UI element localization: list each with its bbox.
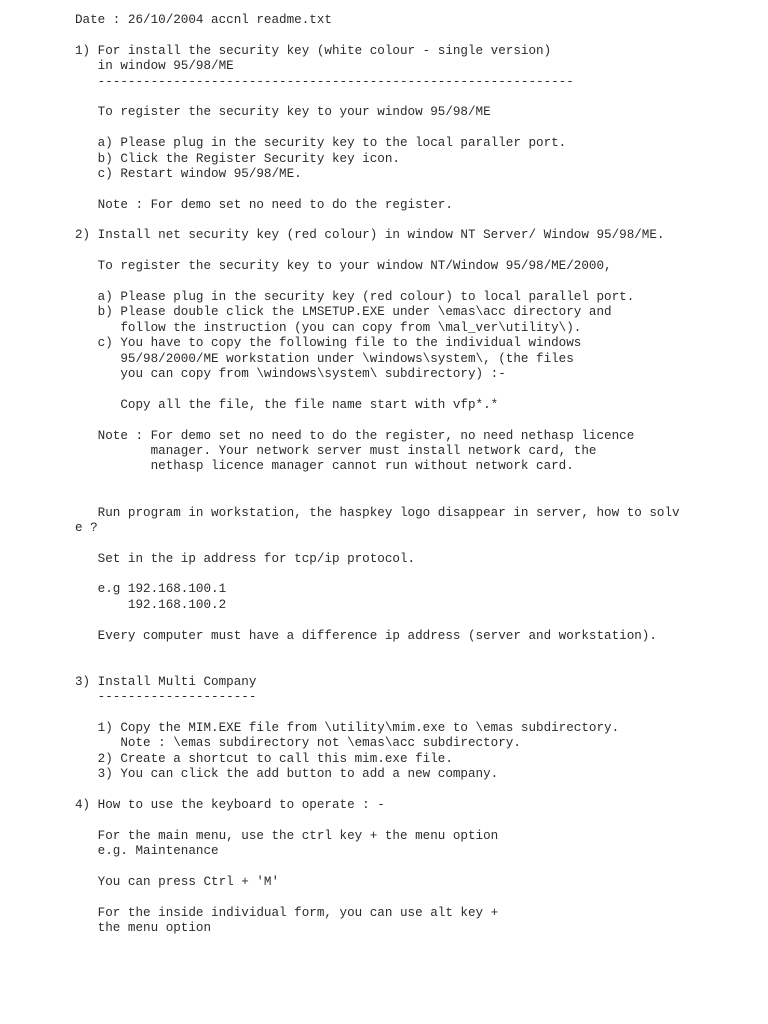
text-line <box>75 413 680 428</box>
text-line: For the main menu, use the ctrl key + the menu option <box>75 828 499 843</box>
text-line: Run program in workstation, the haspkey logo disappear in server, how to solv <box>75 505 680 520</box>
text-line: --------------------------------------------------------------- <box>75 74 574 89</box>
text-line: You can press Ctrl + 'M' <box>75 874 280 889</box>
text-line: c) Restart window 95/98/ME. <box>75 166 302 181</box>
text-line <box>75 567 680 582</box>
text-line <box>75 475 680 490</box>
text-line <box>75 536 680 551</box>
text-line <box>75 706 680 721</box>
text-line <box>75 182 680 197</box>
text-line <box>75 613 680 628</box>
text-line <box>75 490 680 505</box>
text-line: 1) Copy the MIM.EXE file from \utility\mim.exe to \emas subdirectory. <box>75 720 620 735</box>
text-line: Note : For demo set no need to do the register, no need nethasp licence <box>75 428 635 443</box>
text-line: follow the instruction (you can copy from \mal_ver\utility\). <box>75 320 582 335</box>
text-line: To register the security key to your window NT/Window 95/98/ME/2000, <box>75 259 612 274</box>
text-line <box>75 659 680 674</box>
text-line: e.g 192.168.100.1 <box>75 582 227 597</box>
text-line: 4) How to use the keyboard to operate : - <box>75 797 385 812</box>
text-line: 2) Install net security key (red colour) in window NT Server/ Window 95/98/ME. <box>75 228 665 243</box>
text-line: 1) For install the security key (white colour - single version) <box>75 43 552 58</box>
text-line: e ? <box>75 520 98 535</box>
text-line: nethasp licence manager cannot run without network card. <box>75 459 574 474</box>
text-line: in window 95/98/ME <box>75 59 234 74</box>
text-line <box>75 890 680 905</box>
text-line: Every computer must have a difference ip address (server and workstation). <box>75 628 657 643</box>
document-text <box>75 13 680 936</box>
text-line <box>75 90 680 105</box>
text-line: 192.168.100.2 <box>75 597 227 612</box>
text-line: Date : 26/10/2004 accnl readme.txt <box>75 13 332 27</box>
text-line: For the inside individual form, you can use alt key + <box>75 905 499 920</box>
text-line <box>75 859 680 874</box>
text-line <box>75 28 680 43</box>
text-line: a) Please plug in the security key (red colour) to local parallel port. <box>75 290 635 305</box>
text-line: Copy all the file, the file name start with vfp*.* <box>75 397 499 412</box>
text-line: e.g. Maintenance <box>75 844 219 859</box>
text-line: 95/98/2000/ME workstation under \windows\system\, (the files <box>75 351 574 366</box>
text-line: 3) You can click the add button to add a new company. <box>75 767 499 782</box>
text-line: a) Please plug in the security key to the local paraller port. <box>75 136 567 151</box>
text-line: Note : For demo set no need to do the register. <box>75 197 453 212</box>
text-line <box>75 382 680 397</box>
text-line: Note : \emas subdirectory not \emas\acc subdirectory. <box>75 736 521 751</box>
text-line: 3) Install Multi Company <box>75 674 257 689</box>
text-line: manager. Your network server must install network card, the <box>75 443 597 458</box>
text-line: 2) Create a shortcut to call this mim.exe file. <box>75 751 453 766</box>
text-line: you can copy from \windows\system\ subdirectory) :- <box>75 366 506 381</box>
text-line <box>75 813 680 828</box>
text-line <box>75 783 680 798</box>
text-line <box>75 121 680 136</box>
text-line <box>75 644 680 659</box>
text-line: To register the security key to your window 95/98/ME <box>75 105 491 120</box>
text-line: b) Click the Register Security key icon. <box>75 151 400 166</box>
text-line <box>75 244 680 259</box>
text-line <box>75 275 680 290</box>
text-line: --------------------- <box>75 690 257 705</box>
text-line: c) You have to copy the following file to the individual windows <box>75 336 582 351</box>
text-line: the menu option <box>75 921 212 936</box>
text-line <box>75 213 680 228</box>
text-line: b) Please double click the LMSETUP.EXE under \emas\acc directory and <box>75 305 612 320</box>
text-line: Set in the ip address for tcp/ip protocol. <box>75 551 416 566</box>
